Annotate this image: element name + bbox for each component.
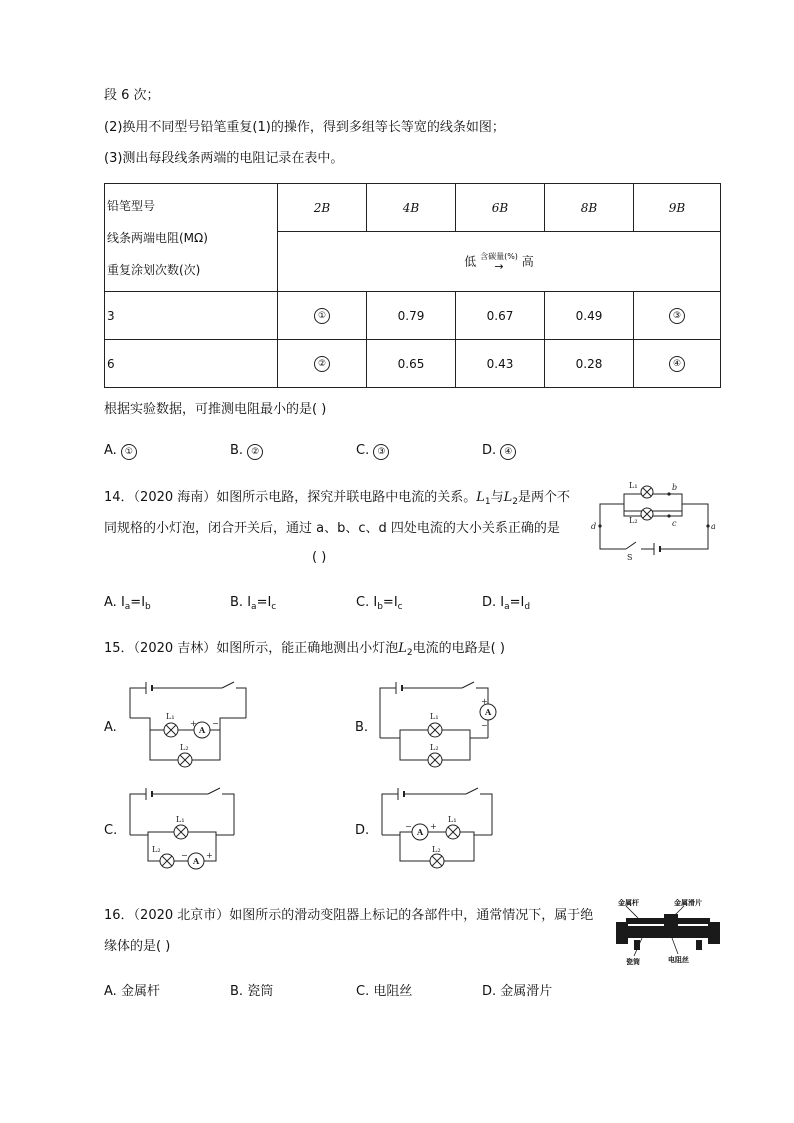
option-letter: A. [104, 443, 117, 458]
label-l2: L₂ [152, 845, 161, 854]
q15-option-c[interactable]: C. [104, 823, 118, 838]
option-sub: b [377, 602, 383, 612]
q16-option-b[interactable] [230, 980, 273, 999]
table-cell: 0.43 [456, 340, 545, 388]
option-value: ② [247, 444, 263, 460]
carbon-low: 低 [464, 254, 477, 268]
q14-text: 14．（2020 海南）如图所示电路，探究并联电路中电流的关系。 [104, 490, 477, 505]
option-value: ③ [373, 444, 389, 460]
fig-label-wire: 电阻丝 [668, 956, 689, 964]
q15-text: 15．（2020 吉林）如图所示，能正确地测出小灯泡 [104, 641, 399, 656]
table-header-cell [105, 184, 278, 292]
fig-d: d [591, 522, 597, 531]
option-letter: B. [230, 984, 244, 999]
row-times-3: 3 [105, 292, 278, 340]
table-cell [278, 292, 367, 340]
option-sub: d [524, 602, 531, 612]
l2-subscript: 2 [406, 648, 413, 658]
carbon-high: 高 [521, 254, 534, 268]
q13-option-d[interactable] [482, 443, 516, 460]
header-resistance: 线条两端电阻(MΩ) [107, 230, 208, 245]
q13-option-c[interactable] [356, 443, 389, 460]
option-text: 瓷筒 [247, 984, 274, 999]
q14-line-2: 同规格的小灯泡，闭合开关后，通过 a、b、c、d 四处电流的大小关系正确的是 [104, 521, 560, 536]
label-l1: L₁ [166, 712, 175, 721]
table-cell: 0.67 [456, 292, 545, 340]
option-letter: B. [230, 595, 244, 610]
q14-line-3: ( ) [312, 550, 327, 565]
q14-option-b[interactable] [230, 595, 276, 612]
fig-a: a [711, 522, 716, 531]
option-letter: B. [230, 443, 244, 458]
option-letter: D. [482, 595, 497, 610]
label-plus: + [481, 697, 488, 706]
label-l1: L₁ [448, 815, 457, 824]
ammeter-a: A [193, 856, 200, 866]
table-cell [634, 292, 721, 340]
q16-line-1: 16．（2020 北京市）如图所示的滑动变阻器上标记的各部件中，通常情况下，属于绝 [104, 908, 594, 923]
option-sub: a [124, 602, 131, 612]
q16-option-a[interactable] [104, 980, 160, 999]
table-cell: 0.79 [367, 292, 456, 340]
option-letter: A. [104, 984, 117, 999]
fig-l1: L₁ [629, 481, 638, 490]
q15-text: 电流的电路是( ) [412, 641, 505, 656]
carbon-arrow: → [494, 259, 504, 273]
q14-and: 与 [490, 490, 504, 505]
option-sub: a [504, 602, 510, 612]
option-text: I [120, 595, 125, 610]
option-sub: a [251, 602, 257, 612]
pencil-2b: 2B [278, 184, 367, 232]
option-text: =I [130, 595, 146, 610]
label-l2: L₂ [432, 845, 441, 854]
label-minus: − [405, 822, 412, 831]
ammeter-a: A [199, 725, 206, 735]
label-minus: − [212, 719, 219, 728]
q14-option-c[interactable] [356, 595, 403, 612]
label-plus: + [206, 851, 213, 860]
l1-subscript: 1 [484, 497, 491, 507]
label-l2: L₂ [430, 743, 439, 752]
q14-option-d[interactable] [482, 595, 530, 612]
label-l2: L₂ [180, 743, 189, 752]
option-text: =I [509, 595, 525, 610]
option-text: I [247, 595, 252, 610]
q15-option-d[interactable]: D. [355, 823, 370, 838]
option-letter: D. [482, 984, 497, 999]
label-plus: + [190, 719, 197, 728]
q13-question: 根据实验数据，可推测电阻最小的是( ) [104, 402, 327, 417]
label-plus: + [430, 822, 437, 831]
option-text: =I [256, 595, 272, 610]
label-l1: L₁ [176, 815, 185, 824]
option-text: I [373, 595, 378, 610]
l2-subscript: 2 [512, 497, 519, 507]
ammeter-a: A [485, 707, 492, 717]
intro-line-3: (3)测出每段线条两端的电阻记录在表中。 [104, 151, 344, 166]
carbon-label: 含碳量(%) [480, 251, 518, 261]
q13-option-a[interactable] [104, 443, 137, 460]
fig-s: S [627, 553, 633, 562]
table-cell: 0.28 [545, 340, 634, 388]
fig-label-tube: 瓷筒 [626, 958, 640, 966]
l2-symbol: L [398, 641, 407, 656]
label-l1: L₁ [430, 712, 439, 721]
header-times: 重复涂划次数(次) [107, 262, 201, 277]
pencil-8b: 8B [545, 184, 634, 232]
fig-l2: L₂ [629, 516, 638, 525]
l2-symbol: L [503, 490, 513, 505]
q14-option-a[interactable] [104, 595, 151, 612]
cell-value: ① [314, 308, 330, 324]
q15-circuit-d-diagram [374, 780, 504, 875]
ammeter-a: A [417, 827, 424, 837]
option-sub: b [145, 602, 151, 612]
pencil-4b: 4B [367, 184, 456, 232]
q15-option-b[interactable]: B. [355, 720, 369, 735]
option-letter: C. [356, 443, 370, 458]
option-text: 金属杆 [120, 984, 160, 999]
q15-option-a[interactable]: A. [104, 720, 117, 735]
q15-question [104, 637, 505, 658]
row-times-6: 6 [105, 340, 278, 388]
option-text: 电阻丝 [373, 984, 413, 999]
q14-parallel-circuit-diagram [586, 476, 726, 566]
option-text: =I [382, 595, 398, 610]
label-minus: − [181, 851, 188, 860]
option-text: I [500, 595, 505, 610]
l1-symbol: L [476, 490, 485, 505]
fig-b: b [672, 483, 678, 492]
q13-option-b[interactable] [230, 443, 263, 460]
table-cell: 0.49 [545, 292, 634, 340]
table-cell: 0.65 [367, 340, 456, 388]
q16-rheostat-image [612, 896, 724, 966]
q16-option-d[interactable] [482, 980, 552, 999]
fig-c: c [672, 519, 677, 528]
option-value: ① [121, 444, 137, 460]
carbon-content-cell [278, 232, 721, 292]
resistance-table [104, 183, 721, 388]
option-letter: D. [482, 443, 497, 458]
pencil-9b: 9B [634, 184, 721, 232]
option-sub: c [397, 602, 403, 612]
q16-option-c[interactable] [356, 980, 412, 999]
q15-circuit-a-diagram [124, 678, 254, 773]
intro-line-1: 段 6 次； [104, 88, 160, 103]
fig-label-rod: 金属杆 [618, 899, 639, 907]
cell-value: ③ [669, 308, 685, 324]
option-letter: C. [356, 984, 370, 999]
option-value: ④ [500, 444, 516, 460]
option-letter: C. [356, 595, 370, 610]
header-pencil-type: 铅笔型号 [107, 198, 156, 213]
pencil-6b: 6B [456, 184, 545, 232]
option-text: 金属滑片 [500, 984, 553, 999]
label-minus: − [481, 721, 488, 730]
table-cell [634, 340, 721, 388]
q15-circuit-c-diagram [124, 780, 254, 875]
cell-value: ② [314, 356, 330, 372]
table-cell [278, 340, 367, 388]
q15-circuit-b-diagram [374, 678, 504, 773]
q14-text: 是两个不 [518, 490, 571, 505]
intro-line-2: (2)换用不同型号铅笔重复(1)的操作，得到多组等长等宽的线条如图； [104, 120, 505, 135]
fig-label-slider: 金属滑片 [674, 899, 702, 907]
q16-line-2: 缘体的是( ) [104, 939, 171, 954]
option-letter: A. [104, 595, 117, 610]
cell-value: ④ [669, 356, 685, 372]
option-sub: c [271, 602, 277, 612]
q14-line-1 [104, 486, 570, 507]
